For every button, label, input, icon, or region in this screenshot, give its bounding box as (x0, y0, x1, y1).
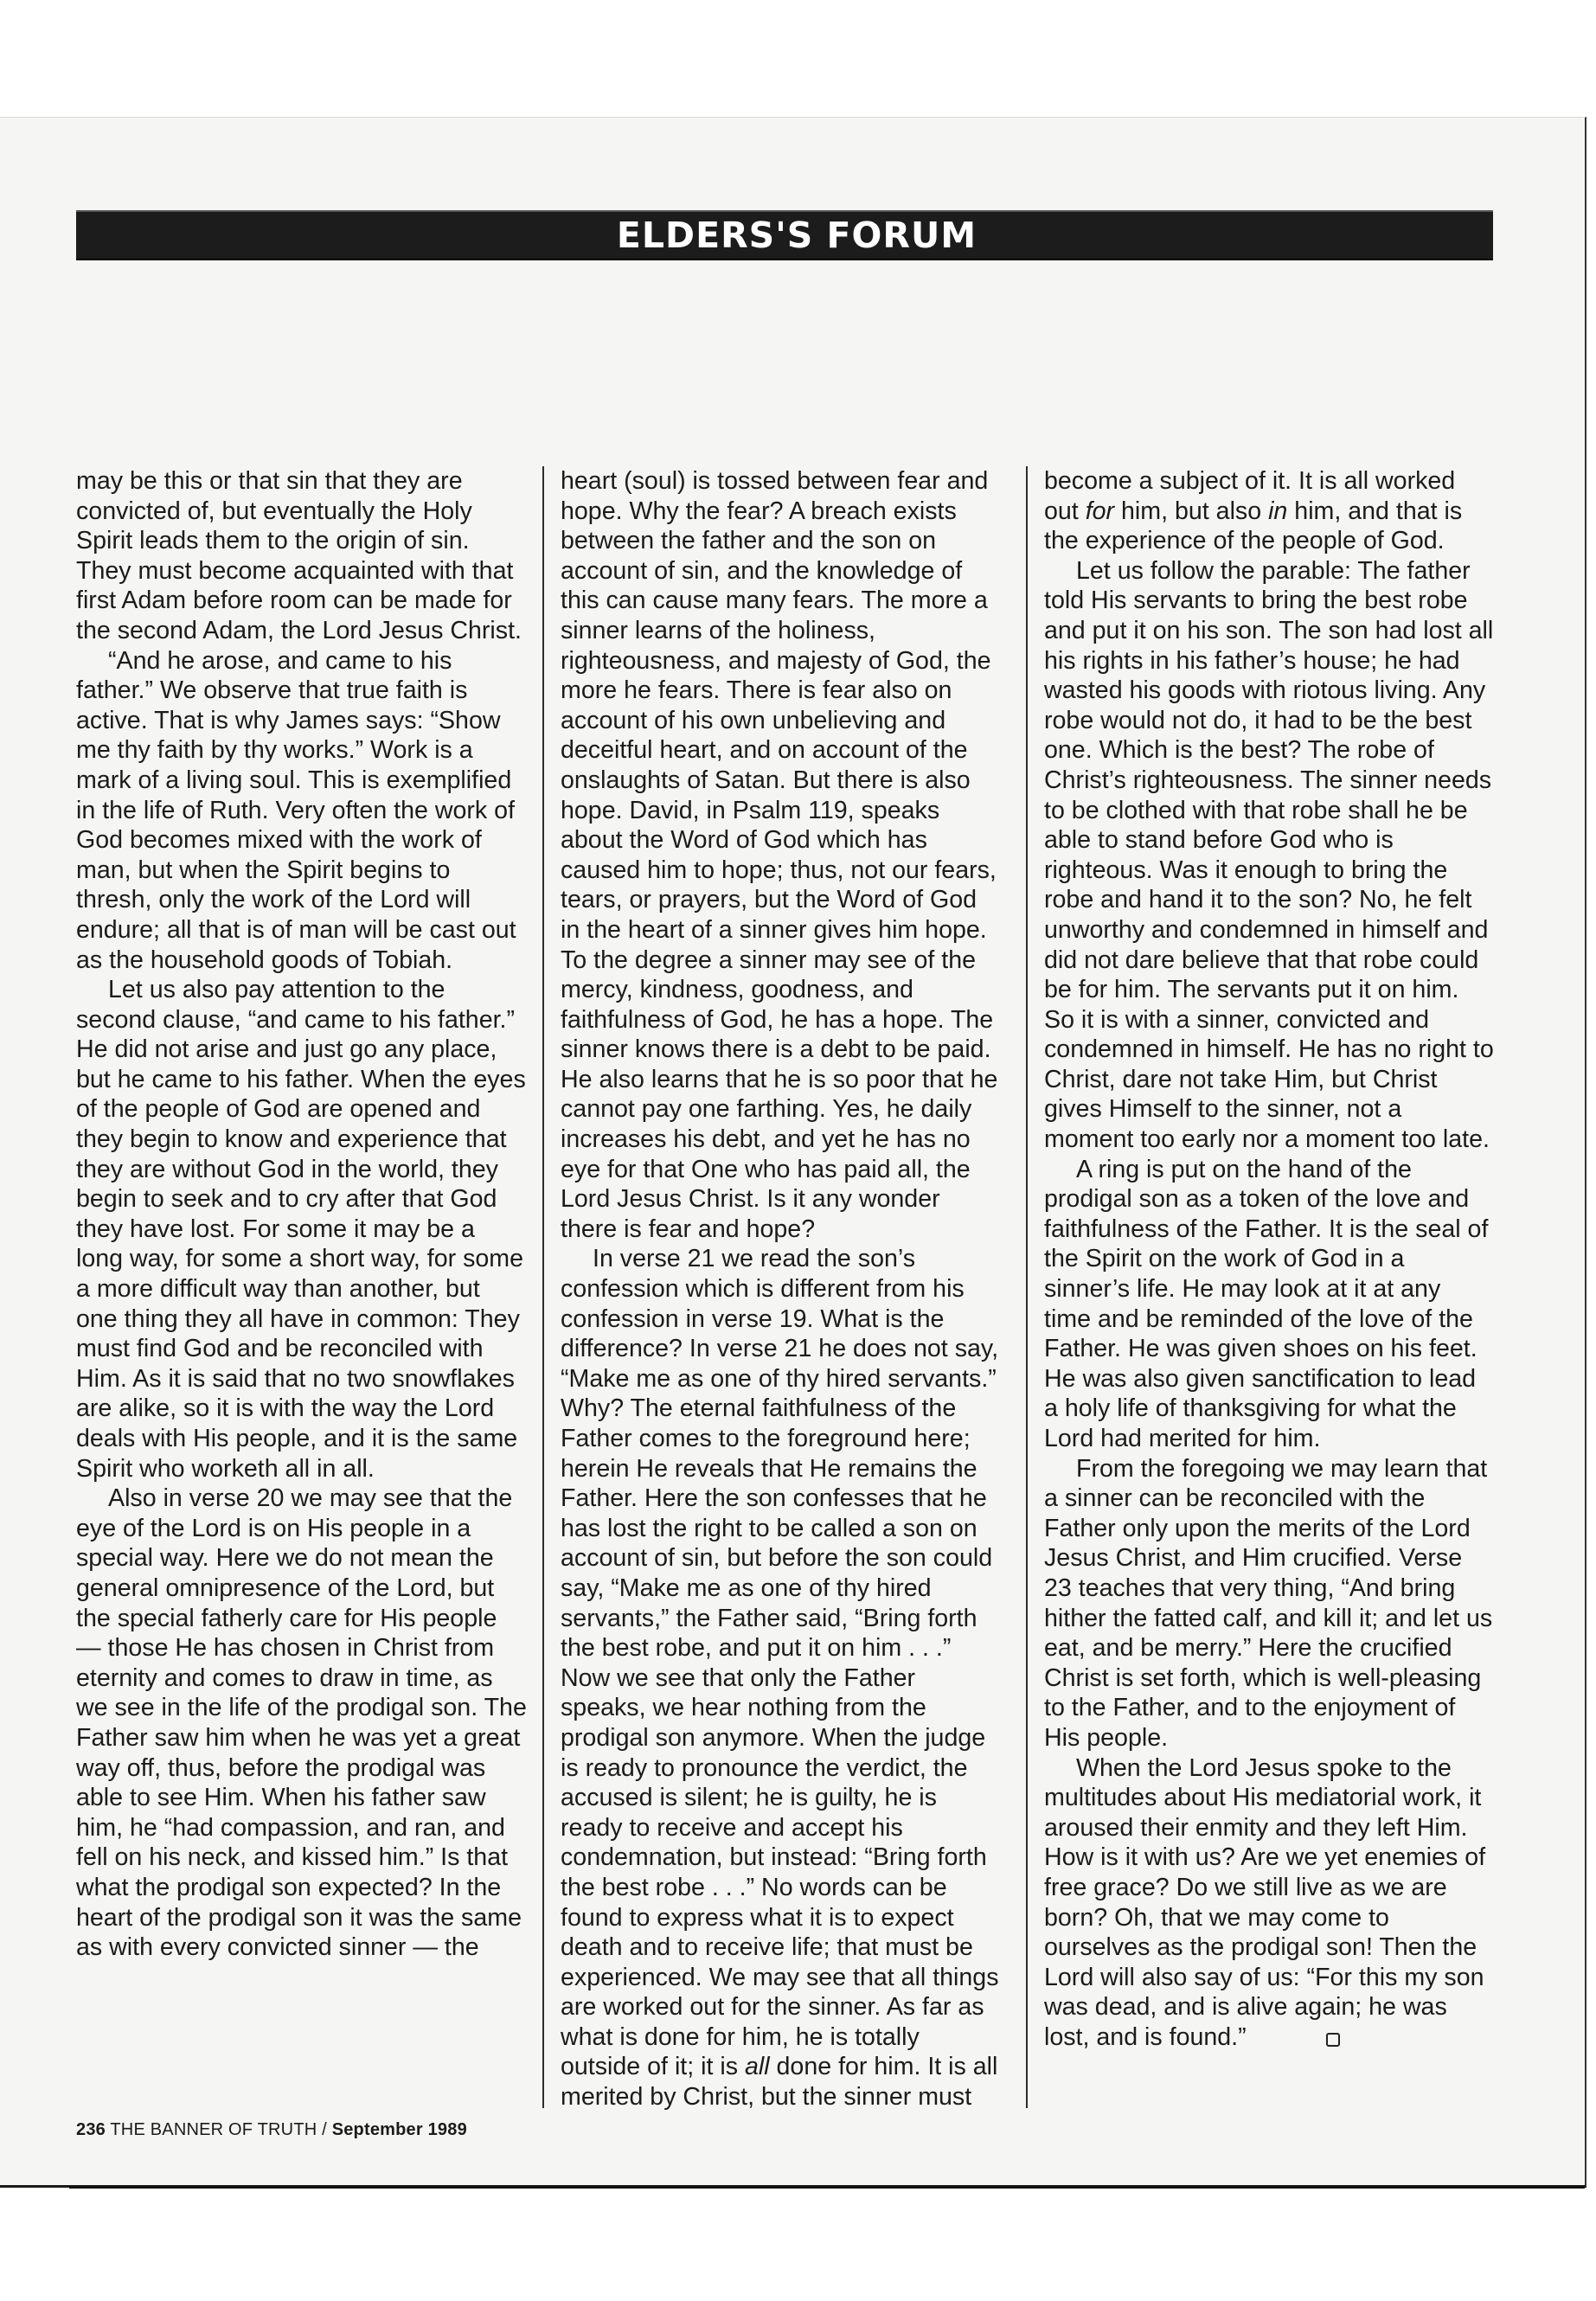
column-divider (542, 466, 544, 2108)
emphasis: all (744, 2053, 770, 2081)
article-column-1 (76, 466, 528, 1963)
paragraph: Also in verse 20 we may see that the eye of the Lord is on His people in a special way. Here we do not mean the general omnipresence of the Lord, but the special fatherly care for His people — those He has chosen in Christ from eternity and comes to draw in time, as we see in the life of the prodigal son. The Father saw him when he was yet a great way off, thus, before the prodigal was able to see Him. When his father saw him, he “had compassion, and ran, and fell on his neck, and kissed him.” Is that what the prodigal son expected? In the heart of the prodigal son it was the same as with every convicted sinner — the (76, 1484, 527, 1962)
article-column-3 (1044, 466, 1494, 2052)
footer-separator: / (322, 2120, 327, 2139)
paragraph: From the foregoing we may learn that a sinner can be reconciled with the Father only upon the merits of the Lord Jesus Christ, and Him crucified. Verse 23 teaches that very thing, “And bring hither the fatted calf, and kill it; and let us eat, and be merry.” Here the crucified Christ is set forth, which is well-pleasing to the Father, and to the enjoyment of His people. (1044, 1454, 1493, 1752)
paragraph: “And he arose, and came to his father.” We observe that true faith is active. That is why James says: “Show me thy faith by thy works.” Work is a mark of a living soul. This is exemplified in the life of Ruth. Very often the work of God becomes mixed with the work of man, but when the Spirit begins to thresh, only the work of the Lord will endure; all that is of man will be cast out as the household goods of Tobiah. (76, 646, 516, 974)
paragraph (1044, 1753, 1494, 2053)
paragraph (561, 1244, 1002, 2112)
emphasis: in (1268, 497, 1288, 525)
paragraph: heart (soul) is tossed between fear and hope. Why the fear? A breach exists between the father and the son on account of sin, and the knowledge of this can cause many fears. The more a sinner learns of the holiness, righteousness, and majesty of God, the more he fears. There is fear also on account of his own unbelieving and deceitful heart, and on account of the onslaughts of Satan. But there is also hope. David, in Psalm 119, speaks about the Word of God which has caused him to hope; thus, not our fears, tears, or prayers, but the Word of God in the heart of a sinner gives him hope. To the degree a sinner may see of the mercy, kindness, goodness, and faithfulness of God, he has a hope. The sinner knows there is a debt to be paid. He also learns that he is so poor that he cannot pay one farthing. Yes, he daily increases his debt, and yet he has no eye for that One who has paid all, the Lord Jesus Christ. Is it any wonder there is fear and hope? (561, 467, 998, 1243)
section-title: ELDERS'S FORUM (616, 215, 977, 256)
paragraph (1044, 466, 1494, 556)
text-run: become a subject of it. It is all worked out (1044, 467, 1456, 525)
text-run: done for him. It is all merited by Christ, but the sinner must (561, 2053, 998, 2112)
text-run: When the Lord Jesus spoke to the multitudes about His mediatorial work, it aroused their enmity and they left Him. How is it with us? Are we yet enemies of free grace? Do we still live as we are born? Oh, that we may come to ourselves as the prodigal son! Then the Lord will also say of us: “For this my son was dead, and is alive again; he was lost, and is found.” (1044, 1753, 1486, 2051)
text-run: In verse 21 we read the son’s confession which is different from his confession in verse 19. What is the difference? In verse 21 he does not say, “Make me as one of thy hired servants.” Why? The eternal faithfulness of the Father comes to the foreground here; herein He reveals that He remains the Father. Here the son confesses that he has lost the right to be called a son on account of sin, but before the son could say, “Make me as one of thy hired servants,” the Father said, “Bring forth the best robe, and put it on him . . .” Now we see that only the Father speaks, we hear nothing from the prodigal son anymore. When the judge is ready to pronounce the verdict, the accused is silent; he is guilty, he is ready to receive and accept his condemnation, but instead: “Bring forth the best robe . . .” No words can be found to express what it is to expect death and to receive life; that must be experienced. We may see that all things are worked out for the sinner. As far as what is done for him, he is totally outside of it; it is (561, 1245, 999, 2081)
issue-date: September 1989 (331, 2120, 467, 2139)
text-run: him, but also (1114, 497, 1269, 525)
publication-name: THE BANNER OF TRUTH (110, 2120, 317, 2139)
paragraph: Let us also pay attention to the second clause, “and came to his father.” He did not arise and just go any place, but he came to his father. When the eyes of the people of God are opened and they begin to know and experience that they are without God in the world, they begin to seek and to cry after that God they have lost. For some it may be a long way, for some a short way, for some a more difficult way than another, but one thing they all have in common: They must find God and be reconciled with Him. As it is said that no two snowflakes are alike, so it is with the way the Lord deals with His people, and it is the same Spirit who worketh all in all. (76, 976, 526, 1483)
section-banner (76, 210, 1493, 260)
paragraph: may be this or that sin that they are convicted of, but eventually the Holy Spirit leads them to the origin of sin. They must become acquainted with that first Adam before room can be made for the second Adam, the Lord Jesus Christ. (76, 467, 522, 644)
paragraph: A ring is put on the hand of the prodigal son as a token of the love and faithfulness of the Father. It is the seal of the Spirit on the work of God in a sinner’s life. He may look at it at any time and be reminded of the love of the Father. He was given shoes on his feet. He was also given sanctification to lead a holy life of thanksgiving for what the Lord had merited for him. (1044, 1155, 1489, 1452)
emphasis: for (1085, 497, 1115, 525)
paragraph: Let us follow the parable: The father told His servants to bring the best robe and put it on his son. The son had lost all his rights in his father’s house; he had wasted his goods with riotous living. Any robe would not do, it had to be the best one. Which is the best? The robe of Christ’s righteousness. The sinner needs to be clothed with that robe shall he be able to stand before God who is righteous. Was it enough to bring the robe and hand it to the son? No, he felt unworthy and condemned in himself and did not dare believe that that robe could be for him. The servants put it on him. So it is with a sinner, convicted and condemned in himself. He has no right to Christ, dare not take Him, but Christ gives Himself to the sinner, not a moment too early nor a moment too late. (1044, 556, 1494, 1154)
page-edge-line (69, 2186, 1585, 2189)
page-footer (76, 2120, 467, 2140)
page-number: 236 (76, 2120, 106, 2139)
text-run: him, and that is the experience of the people of God. (1044, 497, 1463, 555)
article-column-2 (561, 466, 1002, 2112)
end-of-article-box-icon (1326, 2033, 1340, 2047)
column-divider (1026, 466, 1028, 2108)
